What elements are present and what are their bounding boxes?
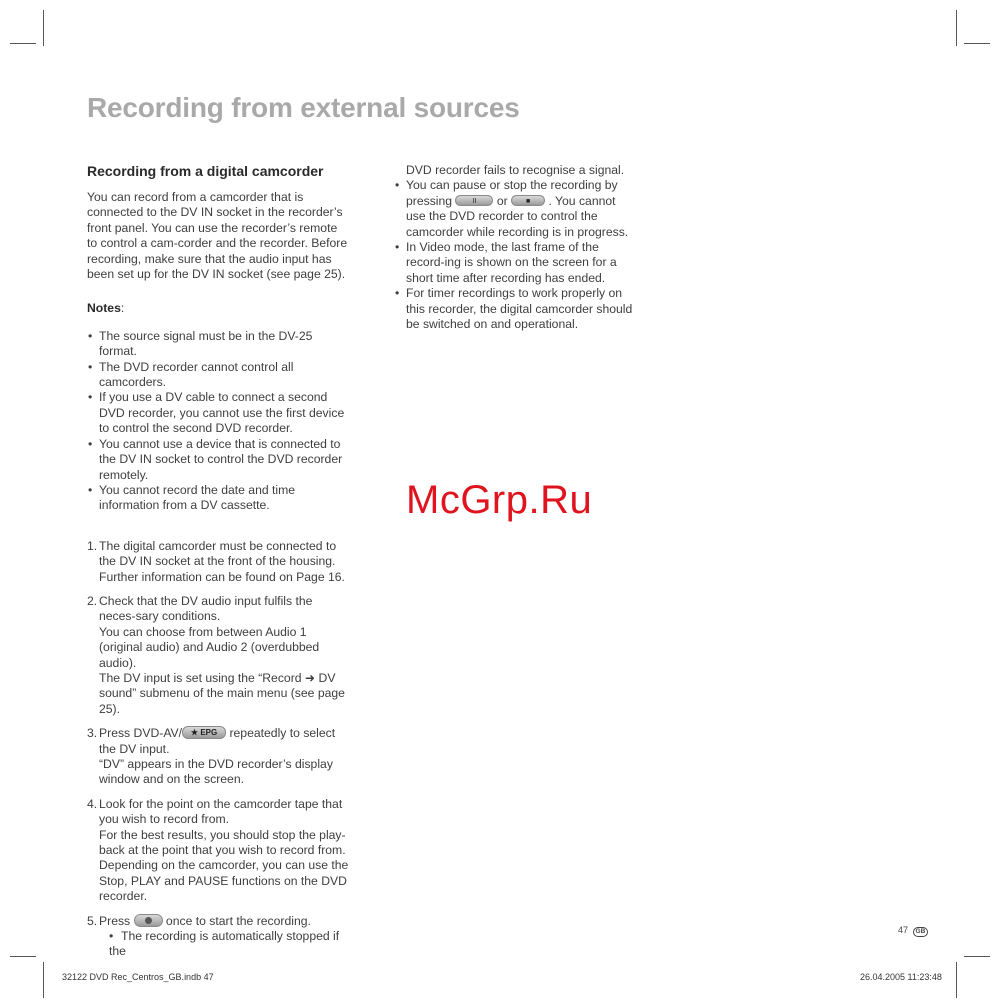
step-text: Press	[99, 913, 134, 928]
crop-mark	[10, 43, 36, 44]
step-text: Check that the DV audio input fulfils the neces-sary conditions.	[99, 593, 313, 624]
pause-glyph: II	[472, 198, 477, 206]
crop-mark	[964, 956, 990, 957]
notes-heading	[87, 301, 349, 316]
step-text: once to start the recording.	[162, 913, 311, 928]
section-heading: Recording from a digital camcorder	[87, 163, 324, 179]
left-column	[87, 163, 349, 960]
note-text: The DVD recorder cannot control all camcorders.	[99, 359, 294, 390]
page-title: Recording from external sources	[87, 92, 520, 123]
step-5	[87, 914, 349, 960]
step-3	[87, 726, 349, 788]
step-number: 4.	[87, 796, 98, 811]
step-text: Look for the point on the camcorder tape that you wish to record from.	[99, 796, 343, 827]
step-text: For the best results, you should stop the play-back at the point that you wish to record from. Depending on the camcorder, you can use the Stop, PLAY and PAUSE functions on the DVD recorder.	[99, 827, 349, 904]
step-4	[87, 797, 349, 905]
list-item: • The source signal must be in the DV-25 format.	[88, 328, 313, 359]
crop-mark	[956, 962, 957, 998]
crop-mark	[43, 10, 44, 46]
pause-button-icon	[455, 195, 493, 206]
record-button-icon	[134, 914, 163, 927]
step-number: 3.	[87, 726, 98, 741]
page-number	[898, 925, 928, 937]
step-text: “DV” appears in the DVD recorder’s display window and on the screen.	[99, 757, 333, 787]
note-text: You cannot use a device that is connected to the DV IN socket to control the DVD recorder remotely.	[99, 436, 343, 482]
bullet-text: . You cannot use the DVD recorder to control the camcorder while recording is in progress.	[406, 193, 629, 239]
notes-colon: :	[120, 301, 125, 316]
language-badge: GB	[913, 927, 929, 937]
notes-list	[87, 329, 349, 514]
step-1	[87, 539, 349, 585]
list-item: • You cannot record the date and time information from a DV cassette.	[88, 482, 296, 513]
page-number-value: 47	[898, 925, 909, 935]
right-bullets	[394, 178, 634, 332]
footer-filename: 32122 DVD Rec_Centros_GB.indb 47	[62, 972, 214, 982]
footer-timestamp: 26.04.2005 11:23:48	[860, 972, 942, 982]
step-text: The DV input is set using the “Record ➜ DV sound” submenu of the main menu (see page 25).	[99, 670, 345, 716]
list-item: • The recording is automatically stopped if the	[109, 929, 340, 959]
step-text: Press DVD-AV/	[99, 726, 183, 741]
note-text: The source signal must be in the DV-25 format.	[99, 328, 313, 359]
continued-text: DVD recorder fails to recognise a signal.	[406, 163, 625, 177]
list-item: • You cannot use a device that is connected to the DV IN socket to control the DVD recorder remotely.	[88, 436, 343, 482]
step-number: 1.	[87, 538, 98, 553]
right-column	[394, 163, 634, 332]
intro-paragraph: You can record from a camcorder that is connected to the DV IN socket in the recorder’s front panel. You can use the recorder’s remote to control a cam-corder and the recorder. Before recording, make sure that the audio input has been set up for the DV IN socket (see page 25).	[87, 190, 348, 282]
epg-button-icon: ★ EPG	[182, 726, 226, 739]
note-text: If you use a DV cable to connect a second DVD recorder, you cannot use the first device to control the second DVD recorder.	[99, 390, 345, 436]
bullet-text: You can pause or stop the recording by pressing	[406, 178, 618, 208]
crop-mark	[43, 962, 44, 998]
crop-mark	[956, 10, 957, 46]
step-2	[87, 594, 349, 717]
step-text: The digital camcorder must be connected to the DV IN socket at the front of the housing. Further information can be found on Page 16.	[99, 538, 345, 584]
stop-glyph: ■	[525, 198, 531, 206]
bullet-text: or	[493, 193, 512, 208]
list-item: • You can pause or stop the recording by pressing II or ■ . You cannot use the DVD recorder to control the camcorder while recording is in progress.	[395, 178, 629, 239]
step-text: repeatedly to select the DV input.	[99, 726, 336, 756]
crop-mark	[964, 43, 990, 44]
list-item: • If you use a DV cable to connect a second DVD recorder, you cannot use the first device to control the second DVD recorder.	[88, 390, 345, 436]
notes-label: Notes	[87, 301, 121, 316]
watermark: McGrp.Ru	[406, 478, 593, 522]
crop-mark	[10, 956, 36, 957]
bullet-text: In Video mode, the last frame of the record-ing is shown on the screen for a short time after recording has ended.	[406, 240, 617, 285]
steps-list	[87, 539, 349, 960]
list-item: • For timer recordings to work properly on this recorder, the digital camcorder should be switched on and operational.	[395, 286, 633, 332]
step-text: You can choose from between Audio 1 (original audio) and Audio 2 (overdubbed audio).	[99, 624, 320, 670]
step-subtext: The recording is automatically stopped if the	[109, 929, 340, 959]
step-number: 2.	[87, 593, 98, 608]
bullet-text: For timer recordings to work properly on this recorder, the digital camcorder should be switched on and operational.	[406, 286, 633, 332]
step-number: 5.	[87, 913, 98, 928]
stop-button-icon	[511, 195, 545, 206]
list-item: • The DVD recorder cannot control all camcorders.	[88, 359, 294, 390]
note-text: You cannot record the date and time information from a DV cassette.	[99, 482, 296, 513]
list-item: • In Video mode, the last frame of the record-ing is shown on the screen for a short time after recording has ended.	[395, 240, 617, 285]
